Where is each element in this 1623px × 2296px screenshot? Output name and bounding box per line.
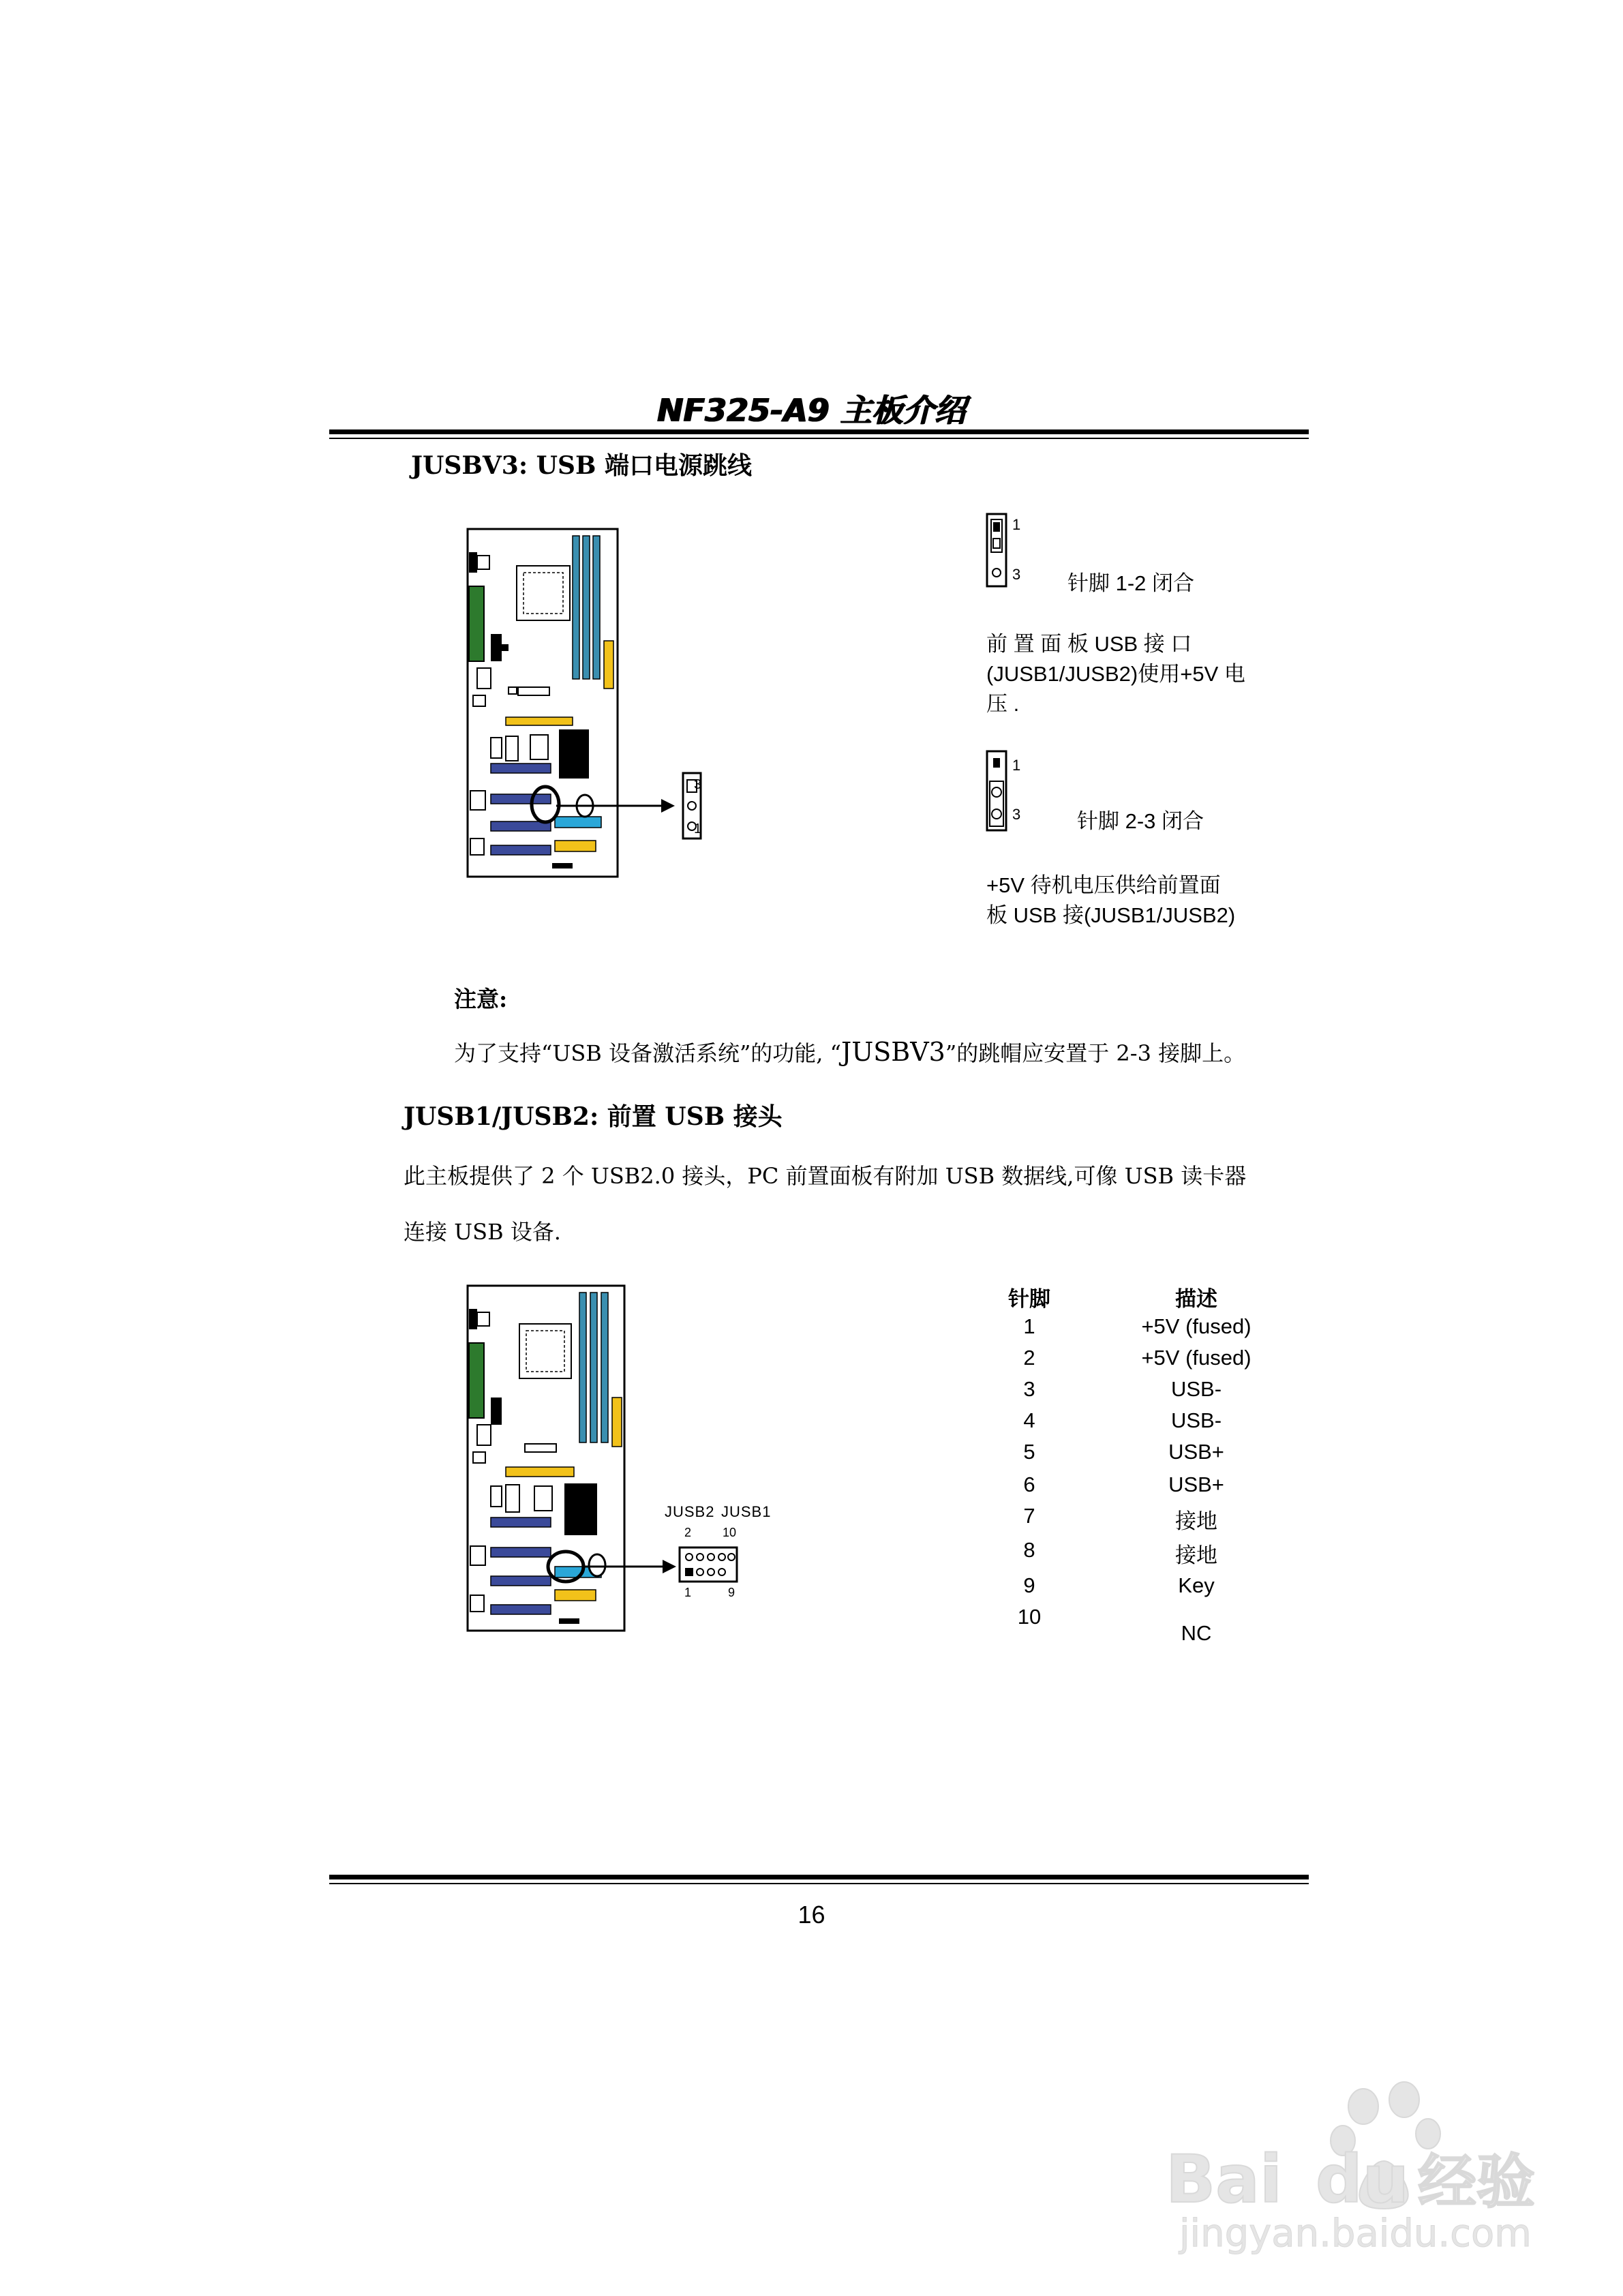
table-row xyxy=(975,1314,1288,1344)
desc-cell: +5V (fused) xyxy=(1141,1346,1252,1370)
section2-para-line1: 此主板提供了 2 个 USB2.0 接头，PC 前置面板有附加 USB 数据线,可像 USB 读卡器 xyxy=(404,1163,1247,1189)
desc-cell: 接地 xyxy=(1175,1509,1217,1533)
opt1-pin-bottom: 3 xyxy=(1012,566,1021,583)
opt1-title: 针脚 1-2 闭合 xyxy=(1067,571,1195,595)
opt2-pin-top: 1 xyxy=(1012,757,1021,774)
note-text xyxy=(454,1036,1245,1068)
opt1-desc-line1: 前 置 面 板 USB 接 口 xyxy=(986,632,1192,656)
pin-cell: 8 xyxy=(1023,1538,1035,1562)
svg-text:du: du xyxy=(1316,2141,1410,2218)
usb-header-zoom xyxy=(678,1546,740,1587)
desc-cell: 接地 xyxy=(1175,1543,1217,1567)
desc-cell: USB+ xyxy=(1168,1440,1224,1464)
jusbv3-jumper-zoom xyxy=(682,772,723,843)
header-rule-thick xyxy=(329,429,1309,434)
table-row xyxy=(975,1440,1288,1470)
desc-cell: USB- xyxy=(1170,1408,1222,1432)
note-label: 注意: xyxy=(454,986,508,1012)
connector-label-jusb2: JUSB2 xyxy=(665,1503,715,1520)
pin-header: 针脚 xyxy=(1008,1287,1050,1312)
pin-cell: 6 xyxy=(1023,1472,1035,1496)
table-row xyxy=(975,1605,1288,1645)
pin-cell: 4 xyxy=(1023,1408,1035,1432)
table-row xyxy=(975,1472,1288,1502)
pin-cell: 2 xyxy=(1023,1346,1035,1370)
footer-rule-thin xyxy=(329,1883,1309,1884)
page-header-title: NF325-A9 主板介绍 xyxy=(657,392,966,429)
footer-rule-thick xyxy=(329,1875,1309,1879)
pin-table-header xyxy=(975,1282,1288,1312)
svg-text:Bai: Bai xyxy=(1166,2141,1282,2218)
pin-cell: 5 xyxy=(1023,1440,1035,1464)
connector-label-jusb1: JUSB1 xyxy=(721,1503,772,1520)
note-text-post: ”的跳帽应安置于 2-3 接脚上。 xyxy=(945,1040,1246,1066)
pin-cell: 7 xyxy=(1023,1504,1035,1528)
pin-cell: 9 xyxy=(1023,1573,1035,1597)
svg-text:jingyan.baidu.com: jingyan.baidu.com xyxy=(1179,2211,1532,2256)
opt1-desc-line3: 压 . xyxy=(986,692,1020,716)
baidu-logo-icon xyxy=(1159,2079,1541,2256)
motherboard-diagram-jusbv3 xyxy=(464,525,702,879)
connector-pin-2: 2 xyxy=(684,1526,692,1539)
opt2-pin-bottom: 3 xyxy=(1012,806,1021,823)
pin-cell: 10 xyxy=(1017,1605,1042,1629)
connector-pin-9: 9 xyxy=(728,1586,735,1599)
opt1-pin-top: 1 xyxy=(1012,516,1021,533)
connector-pin-1: 1 xyxy=(684,1586,692,1599)
desc-cell: USB+ xyxy=(1168,1472,1224,1496)
jumper-zoom-pin-top: 3 xyxy=(694,777,702,792)
header-rule-thin xyxy=(329,438,1309,439)
table-row xyxy=(975,1377,1288,1407)
table-row xyxy=(975,1408,1288,1438)
note-text-pre: 为了支持“USB 设备激活系统”的功能, “ xyxy=(454,1040,842,1066)
table-row xyxy=(975,1504,1288,1534)
pin-cell: 3 xyxy=(1023,1377,1035,1401)
section2-para-line2: 连接 USB 设备. xyxy=(404,1219,561,1245)
section-heading-jusbv3: JUSBV3: USB 端口电源跳线 xyxy=(411,451,753,480)
table-row xyxy=(975,1346,1288,1376)
section-heading-jusb: JUSB1/JUSB2: 前置 USB 接头 xyxy=(404,1102,783,1131)
jumper-2-3-icon xyxy=(986,750,1010,834)
page-number: 16 xyxy=(798,1901,825,1929)
desc-cell: +5V (fused) xyxy=(1141,1314,1252,1338)
opt2-desc-line2: 板 USB 接(JUSB1/JUSB2) xyxy=(986,903,1236,927)
desc-cell: Key xyxy=(1178,1573,1215,1597)
svg-text:经验: 经验 xyxy=(1418,2148,1535,2216)
baidu-jingyan-watermark xyxy=(1159,2079,1541,2256)
pin-cell: 1 xyxy=(1023,1314,1035,1338)
connector-pin-10: 10 xyxy=(723,1526,737,1539)
opt2-desc-line1: +5V 待机电压供给前置面 xyxy=(986,873,1221,897)
jumper-zoom-pin-bottom: 1 xyxy=(694,821,702,836)
opt1-desc-line2: (JUSB1/JUSB2)使用+5V 电 xyxy=(986,662,1245,686)
table-row xyxy=(975,1573,1288,1603)
desc-cell: USB- xyxy=(1170,1377,1222,1401)
desc-header: 描述 xyxy=(1175,1287,1217,1312)
desc-cell: NC xyxy=(1181,1621,1212,1645)
table-row xyxy=(975,1538,1288,1568)
jumper-1-2-icon xyxy=(986,513,1010,590)
note-text-code: JUSBV3 xyxy=(841,1037,945,1067)
opt2-title: 针脚 2-3 闭合 xyxy=(1077,809,1204,833)
